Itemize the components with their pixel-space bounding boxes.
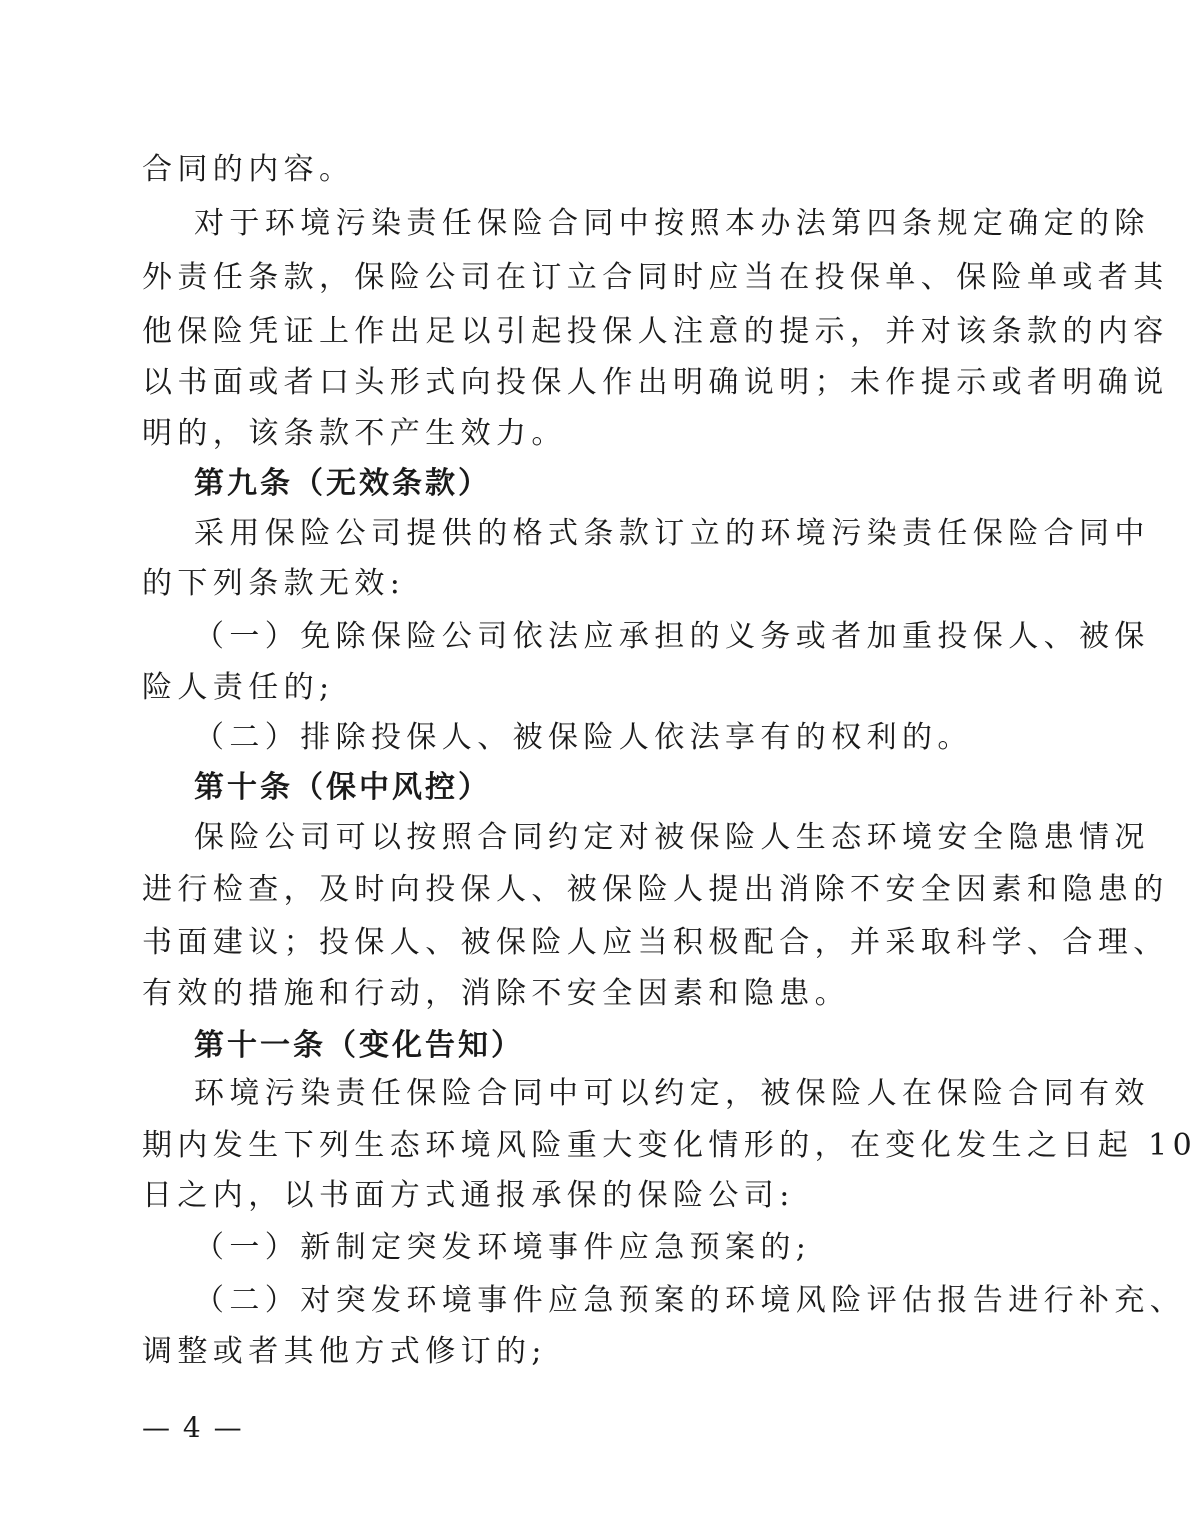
paragraph-line: 的下列条款无效: xyxy=(142,566,406,601)
article-11-heading: 第十一条（变化告知） xyxy=(194,1028,524,1063)
paragraph-line: 日之内，以书面方式通报承保的保险公司: xyxy=(142,1178,795,1213)
paragraph-line: 外责任条款，保险公司在订立合同时应当在投保单、保险单或者其 xyxy=(142,260,1169,295)
list-item-line: 调整或者其他方式修订的; xyxy=(142,1334,547,1369)
paragraph-line: 对于环境污染责任保险合同中按照本办法第四条规定确定的除 xyxy=(194,206,1150,241)
paragraph-line: 以书面或者口头形式向投保人作出明确说明；未作提示或者明确说 xyxy=(142,365,1169,400)
paragraph-line: 合同的内容。 xyxy=(142,152,355,187)
list-item-line: （二）对突发环境事件应急预案的环境风险评估报告进行补充、 xyxy=(194,1283,1186,1318)
list-item-line: 险人责任的; xyxy=(142,670,335,705)
list-item-line: （一）新制定突发环境事件应急预案的; xyxy=(194,1230,812,1265)
paragraph-line: 明的，该条款不产生效力。 xyxy=(142,416,567,451)
paragraph-line: 进行检查，及时向投保人、被保险人提出消除不安全因素和隐患的 xyxy=(142,872,1169,907)
list-item-line: （一）免除保险公司依法应承担的义务或者加重投保人、被保 xyxy=(194,619,1150,654)
paragraph-line: 书面建议；投保人、被保险人应当积极配合，并采取科学、合理、 xyxy=(142,925,1169,960)
article-9-heading: 第九条（无效条款） xyxy=(194,466,491,501)
list-item-line: （二）排除投保人、被保险人依法享有的权利的。 xyxy=(194,720,973,755)
paragraph-line: 他保险凭证上作出足以引起投保人注意的提示，并对该条款的内容 xyxy=(142,314,1169,349)
article-10-heading: 第十条（保中风控） xyxy=(194,770,491,805)
paragraph-line: 有效的措施和行动，消除不安全因素和隐患。 xyxy=(142,976,850,1011)
paragraph-line: 环境污染责任保险合同中可以约定，被保险人在保险合同有效 xyxy=(194,1076,1150,1111)
page-number: — 4 — xyxy=(142,1411,244,1444)
paragraph-line: 期内发生下列生态环境风险重大变化情形的，在变化发生之日起 10 xyxy=(142,1128,1197,1163)
paragraph-line: 采用保险公司提供的格式条款订立的环境污染责任保险合同中 xyxy=(194,516,1150,551)
paragraph-line: 保险公司可以按照合同约定对被保险人生态环境安全隐患情况 xyxy=(194,820,1150,855)
